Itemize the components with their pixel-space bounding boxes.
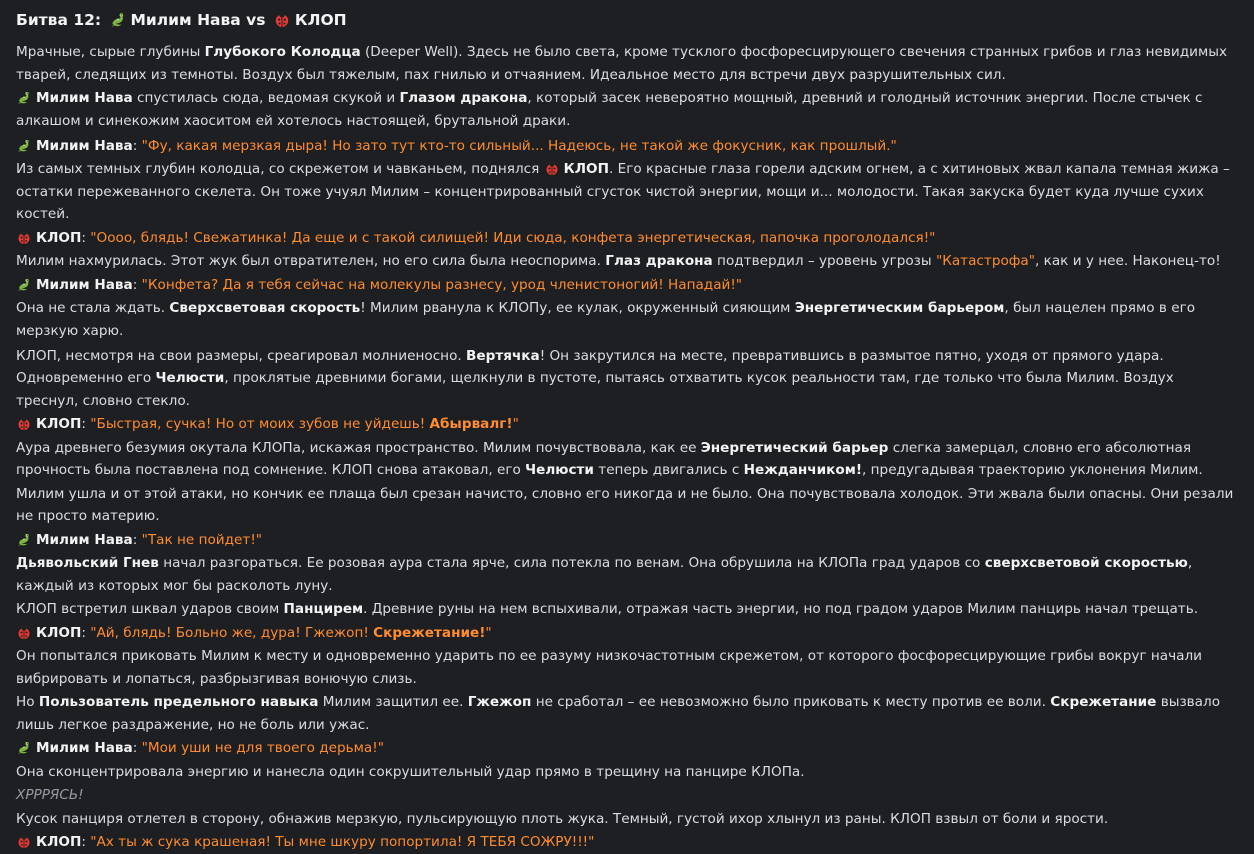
story-text: Аура древнего безумия окутала КЛОПа, искажая пространство. Милим почувствовала, как ее — [16, 439, 701, 456]
story-text: (Deeper Well). Здесь не было света, кроме тусклого фосфоресцирующего свечения странных грибов и глаз невидимых тварей, следящих из темноты. Воздух был тяжелым, пах гнилью и отчаянием. Идеальное место для встречи двух разрушительных сил. — [16, 44, 1227, 83]
bold-term: Глаз дракона — [605, 253, 713, 269]
story-text: : — [81, 624, 91, 641]
quote-text: "Быстрая, сучка! Но от моих зубов не уйдешь! — [90, 416, 430, 432]
story-paragraph — [16, 158, 1240, 226]
dragon-icon — [16, 739, 32, 755]
story-text: начал разгораться. Ее розовая аура стала ярче, сила потекла по венам. Она обрушила на КЛОПа град ударов со — [158, 555, 985, 571]
bold-term: КЛОП — [36, 229, 82, 246]
quote-text: "Мои уши не для твоего дерьма!" — [141, 740, 384, 756]
story-text: , предугадывая траекторию уклонения Милим. — [862, 462, 1203, 478]
story-paragraph — [16, 297, 1240, 342]
story-paragraph — [16, 784, 1240, 807]
story-text: : — [81, 229, 91, 246]
story-text: ! Милим рванула к КЛОПу, ее кулак, окруженный сияющим — [360, 300, 795, 316]
bold-term: КЛОП — [36, 834, 82, 850]
quote-text: "Конфета? Да я тебя сейчас на молекулы разнесу, урод членистоногий! Нападай!" — [141, 276, 743, 293]
bold-term: Нежданчиком! — [743, 462, 863, 478]
story-text: : — [81, 834, 91, 850]
story-text: вызвало лишь легкое раздражение, но не боль или ужас. — [16, 694, 1221, 733]
story-paragraph — [16, 437, 1240, 482]
story-paragraph — [16, 87, 1240, 132]
ladybug-icon — [544, 160, 560, 176]
ladybug-icon — [273, 10, 291, 28]
bold-term: Вертячка — [466, 347, 540, 364]
quote-bold-text: Абырвалг! — [429, 416, 513, 432]
story-text: . Древние руны на нем вспыхивали, отражая часть энергии, но под градом ударов Милим панцирь начал трещать. — [363, 601, 1199, 617]
quote-text: "Фу, какая мерзкая дыра! Но зато тут кто-то сильный... Надеюсь, не такой же фокусник, как прошлый." — [141, 137, 897, 154]
dragon-icon — [16, 531, 32, 547]
quote-text: "Ах ты ж сука крашеная! Ты мне шкуру попортила! Я ТЕБЯ СОЖРУ!!!" — [90, 834, 595, 850]
bold-term: Глубокого Колодца — [204, 44, 361, 60]
story-paragraph — [16, 737, 1240, 760]
story-text: Но — [16, 694, 39, 710]
dragon-icon — [16, 276, 32, 292]
dragon-icon — [16, 89, 32, 105]
bold-term: Энергетическим барьером — [794, 300, 1005, 316]
story-text: . Его красные глаза горели адским огнем, а с хитиновых жвал капала темная жижа – остатки пережеванного скелета. Он тоже учуял Милим – концентрированный сгусток чистой энергии, мощи и... молодости. Такая закуска будет куда лучше сухих костей. — [16, 161, 1230, 222]
bold-term: Милим Нава — [36, 90, 133, 106]
bold-term: Челюсти — [525, 462, 594, 478]
versus-label: vs — [246, 11, 266, 29]
story-text: не сработал – ее невозможно было приковать к месту против ее воли. — [531, 694, 1051, 710]
story-paragraph — [16, 41, 1240, 86]
quote-text: " — [485, 624, 492, 641]
ladybug-icon — [16, 229, 32, 245]
bold-term: Сверхсветовая скорость — [169, 300, 361, 316]
bold-term: Глазом дракона — [399, 90, 528, 106]
battle-number: Битва 12: — [16, 11, 102, 29]
story-paragraph — [16, 345, 1240, 413]
bold-term: Милим Нава — [36, 531, 133, 548]
story-paragraph — [16, 274, 1240, 297]
fighter-2-name: КЛОП — [294, 11, 347, 29]
quote-text: "Так не пойдет!" — [141, 531, 263, 548]
story-text: : — [132, 740, 142, 756]
bold-term: Милим Нава — [36, 137, 133, 154]
story-paragraph — [16, 831, 1240, 854]
story-text: : — [81, 416, 91, 432]
story-text: Милим нахмурилась. Этот жук был отвратителен, но его сила была неоспорима. — [16, 253, 606, 269]
story-text: , был нацелен прямо в его мерзкую харю. — [16, 300, 1196, 339]
quote-text: "Катастрофа" — [935, 253, 1035, 269]
story-text: КЛОП, несмотря на свои размеры, среагировал молниеносно. — [16, 347, 467, 364]
dragon-icon — [16, 137, 32, 153]
story-paragraph — [16, 483, 1240, 528]
story-text: Милим защитил ее. — [318, 694, 468, 710]
story-text: : — [132, 137, 142, 154]
story-text: Из самых темных глубин колодца, со скрежетом и чавканьем, поднялся — [16, 161, 544, 177]
story-text: Кусок панциря отлетел в сторону, обнажив мерзкую, пульсирующую плоть жука. Темный, густой ихор хлынул из раны. КЛОП взвыл от боли и ярости. — [16, 810, 1109, 827]
story-paragraph — [16, 622, 1240, 645]
story-paragraph — [16, 598, 1240, 621]
story-text: КЛОП встретил шквал ударов своим — [16, 601, 284, 617]
ladybug-icon — [16, 415, 32, 431]
story-text: , который засек невероятно мощный, древний и голодный источник энергии. После стычек с алкашом и синекожим хаоситом ей хотелось настоящей, брутальной драки. — [16, 90, 1203, 129]
ladybug-icon — [16, 624, 32, 640]
bold-term: Дьявольский Гнев — [16, 555, 159, 571]
story-text: спустилась сюда, ведомая скукой и — [132, 90, 400, 106]
bold-term: КЛОП — [563, 161, 609, 177]
battle-story — [16, 41, 1240, 854]
story-paragraph — [16, 227, 1240, 250]
story-paragraph — [16, 691, 1240, 736]
bold-term: КЛОП — [36, 416, 82, 432]
story-text: Она не стала ждать. — [16, 300, 170, 316]
story-text: Она сконцентрировала энергию и нанесла один сокрушительный удар прямо в трещину на панцире КЛОПа. — [16, 763, 805, 780]
quote-text: "Ай, блядь! Больно же, дура! Гжежоп! — [90, 624, 374, 641]
bold-term: Милим Нава — [36, 740, 133, 756]
story-paragraph — [16, 761, 1240, 784]
story-text: слегка замерцал, словно его абсолютная прочность была поставлена под сомнение. КЛОП снова атаковал, его — [16, 439, 1192, 478]
story-text: : — [132, 276, 142, 293]
story-text: Милим ушла и от этой атаки, но кончик ее плаща был срезан начисто, словно его никогда и не было. Она почувствовала холодок. Эти жвала были опасны. Они резали не просто материю. — [16, 485, 1234, 524]
bold-term: Скрежетание — [1050, 694, 1157, 710]
story-text: Мрачные, сырые глубины — [16, 44, 205, 60]
story-paragraph — [16, 413, 1240, 436]
story-paragraph — [16, 250, 1240, 273]
story-paragraph — [16, 135, 1240, 158]
story-text: , как и у нее. Наконец-то! — [1034, 253, 1221, 269]
ladybug-icon — [16, 833, 32, 849]
bold-term: КЛОП — [36, 624, 82, 641]
story-text: ! Он закрутился на месте, превратившись в размытое пятно, уходя от прямого удара. Одновременно его — [16, 347, 1164, 386]
story-paragraph — [16, 552, 1240, 597]
story-text: , каждый из которых мог бы расколоть луну. — [16, 555, 1193, 594]
fighter-1-name: Милим Нава — [130, 11, 241, 29]
story-text: теперь двигались с — [593, 462, 744, 478]
battle-title — [16, 6, 1240, 34]
story-text: : — [132, 531, 142, 548]
quote-text: " — [512, 416, 519, 432]
quote-text: "Оооо, блядь! Свежатинка! Да еще и с такой силищей! Иди сюда, конфета энергетическая, папочка проголодался!" — [90, 229, 936, 246]
bold-term: Пользователь предельного навыка — [38, 694, 319, 710]
story-text: подтвердил – уровень угрозы — [712, 253, 936, 269]
bold-term: сверхсветовой скоростью — [984, 555, 1188, 571]
story-paragraph — [16, 645, 1240, 690]
sound-effect-text: ХРРРЯСЬ! — [16, 787, 84, 803]
bold-term: Гжежоп — [467, 694, 532, 710]
bold-term: Энергетический барьер — [700, 439, 889, 456]
bold-term: Панцирем — [283, 601, 364, 617]
story-text: Он попытался приковать Милим к месту и одновременно ударить по ее разуму низкочастотным скрежетом, от которого фосфоресцирующие грибы вокруг начали вибрировать и лопаться, разбрызгивая вонючую слизь. — [16, 648, 1203, 687]
dragon-icon — [109, 10, 127, 28]
story-paragraph — [16, 529, 1240, 552]
story-text: , проклятые древними богами, щелкнули в пустоте, пытаясь отхватить кусок реальности там, где только что была Милим. Воздух треснул, словно стекло. — [16, 370, 1174, 409]
quote-bold-text: Скрежетание! — [373, 624, 486, 641]
bold-term: Челюсти — [155, 370, 225, 386]
bold-term: Милим Нава — [36, 276, 133, 293]
